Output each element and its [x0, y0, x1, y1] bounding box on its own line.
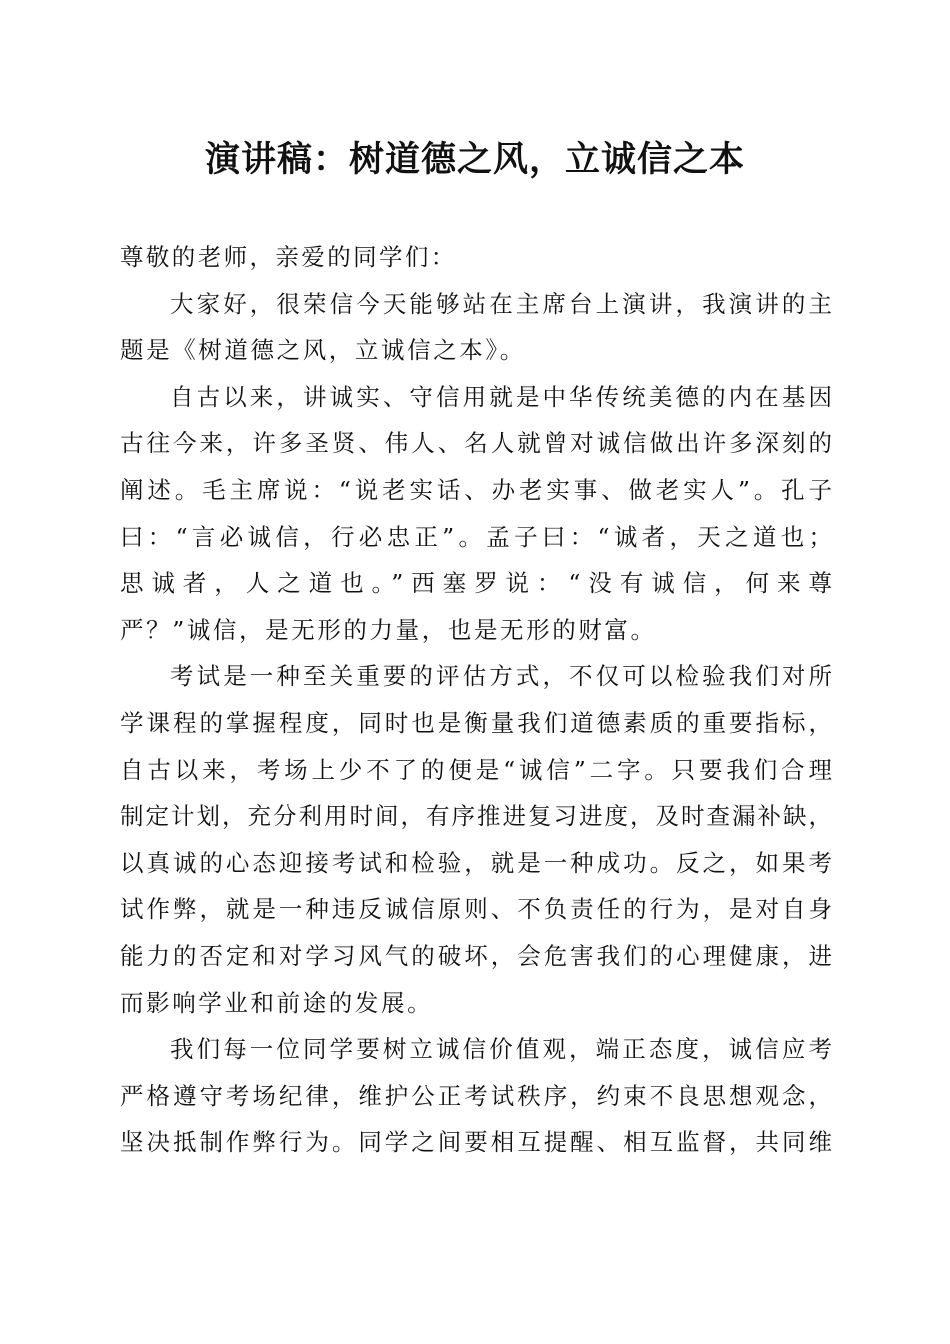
paragraph-3-line-1: 考试是一种至关重要的评估方式，不仅可以检验我们对所 — [170, 662, 832, 691]
paragraph-2-line-1: 自古以来，讲诚实、守信用就是中华传统美德的内在基因 — [170, 382, 832, 411]
greeting-line: 尊敬的老师，亲爱的同学们： — [120, 243, 457, 271]
paragraph-4-line-2: 严格遵守考场纪律，维护公正考试秩序，约束不良思想观念， — [120, 1081, 832, 1110]
paragraph-3-line-3: 自古以来，考场上少不了的便是“诚信”二字。只要我们合理 — [120, 755, 832, 784]
paragraph-2-line-2: 古往今来，许多圣贤、伟人、名人就曾对诚信做出许多深刻的 — [120, 429, 832, 458]
paragraph-2-line-6: 严？”诚信，是无形的力量，也是无形的财富。 — [120, 615, 657, 644]
paragraph-3-line-5: 以真诚的心态迎接考试和检验，就是一种成功。反之，如果考 — [120, 848, 832, 877]
document-title: 演讲稿：树道德之风，立诚信之本 — [204, 139, 745, 180]
paragraph-3-line-2: 学课程的掌握程度，同时也是衡量我们道德素质的重要指标， — [120, 708, 832, 737]
paragraph-3-line-4: 制定计划，充分利用时间，有序推进复习进度，及时查漏补缺， — [120, 802, 832, 831]
paragraph-1-line-2: 题是《树道德之风，立诚信之本》。 — [120, 336, 526, 365]
paragraph-3-line-7: 能力的否定和对学习风气的破坏，会危害我们的心理健康，进 — [120, 941, 832, 970]
paragraph-1-line-1: 大家好，很荣信今天能够站在主席台上演讲，我演讲的主 — [170, 289, 832, 318]
document-body — [120, 234, 832, 1166]
paragraph-4-line-1: 我们每一位同学要树立诚信价值观，端正态度，诚信应考 — [170, 1035, 832, 1064]
paragraph-4-line-3: 坚决抵制作弊行为。同学之间要相互提醒、相互监督，共同维 — [120, 1128, 832, 1157]
paragraph-3-line-6: 试作弊，就是一种违反诚信原则、不负责任的行为，是对自身 — [120, 895, 832, 924]
paragraph-2-line-3: 阐述。毛主席说：“说老实话、办老实事、做老实人”。孔子 — [120, 475, 832, 504]
paragraph-2-line-5: 思诚者，人之道也。”西塞罗说：“没有诚信，何来尊 — [120, 569, 832, 598]
paragraph-2-line-4: 曰：“言必诚信，行必忠正”。孟子曰：“诚者，天之道也； — [120, 522, 832, 551]
paragraph-3-line-8: 而影响学业和前途的发展。 — [120, 988, 434, 1017]
